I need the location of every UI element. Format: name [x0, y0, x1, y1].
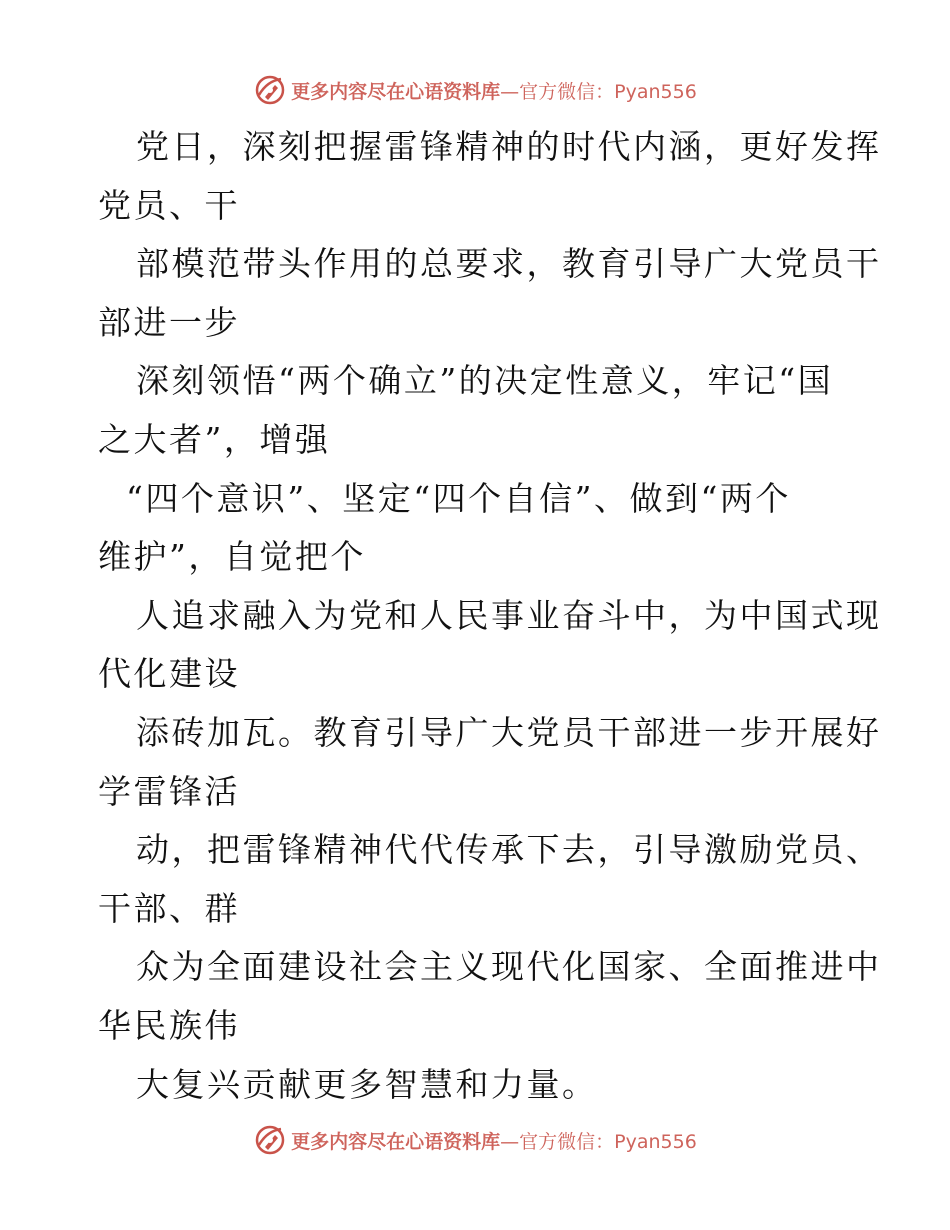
text-line: 大复兴贡献更多智慧和力量。	[136, 1064, 598, 1104]
watermark-official-text: —官方微信：Pyan556	[500, 80, 697, 103]
watermark-text	[291, 1127, 697, 1154]
footer-watermark	[0, 1120, 950, 1160]
document-body	[98, 118, 882, 1114]
pen-swirl-logo-icon	[253, 1123, 287, 1157]
text-line: 部模范带头作用的总要求，教育引导广大党员干	[136, 244, 882, 284]
text-line: 学雷锋活	[98, 771, 240, 811]
text-line: 部进一步	[98, 302, 240, 342]
text-line: 之大者”，增强	[98, 419, 331, 459]
text-line: 党日，深刻把握雷锋精神的时代内涵，更好发挥	[136, 127, 882, 166]
text-line: 党员、干	[98, 185, 240, 225]
text-line: 深刻领悟“两个确立”的决定性意义，牢记“国	[136, 361, 834, 401]
text-line: 维护”，自觉把个	[98, 537, 366, 577]
watermark-site-text: 更多内容尽在心语资料库	[291, 80, 501, 103]
text-line: 华民族伟	[98, 1005, 240, 1045]
text-line: “四个意识”、坚定“四个自信”、做到“两个	[126, 478, 791, 518]
text-line: 添砖加瓦。教育引导广大党员干部进一步开展好	[136, 712, 882, 752]
watermark-site-text: 更多内容尽在心语资料库	[291, 1130, 501, 1153]
pen-swirl-logo-icon	[253, 73, 287, 107]
text-line: 代化建设	[98, 654, 240, 694]
text-line: 人追求融入为党和人民事业奋斗中，为中国式现	[136, 595, 882, 635]
watermark-official-text: —官方微信：Pyan556	[500, 1130, 697, 1153]
text-line: 动，把雷锋精神代代传承下去，引导激励党员、	[136, 830, 882, 870]
header-watermark	[0, 70, 950, 110]
text-line: 众为全面建设社会主义现代化国家、全面推进中	[136, 947, 882, 987]
text-line: 干部、群	[98, 888, 240, 928]
watermark-text	[291, 77, 697, 104]
